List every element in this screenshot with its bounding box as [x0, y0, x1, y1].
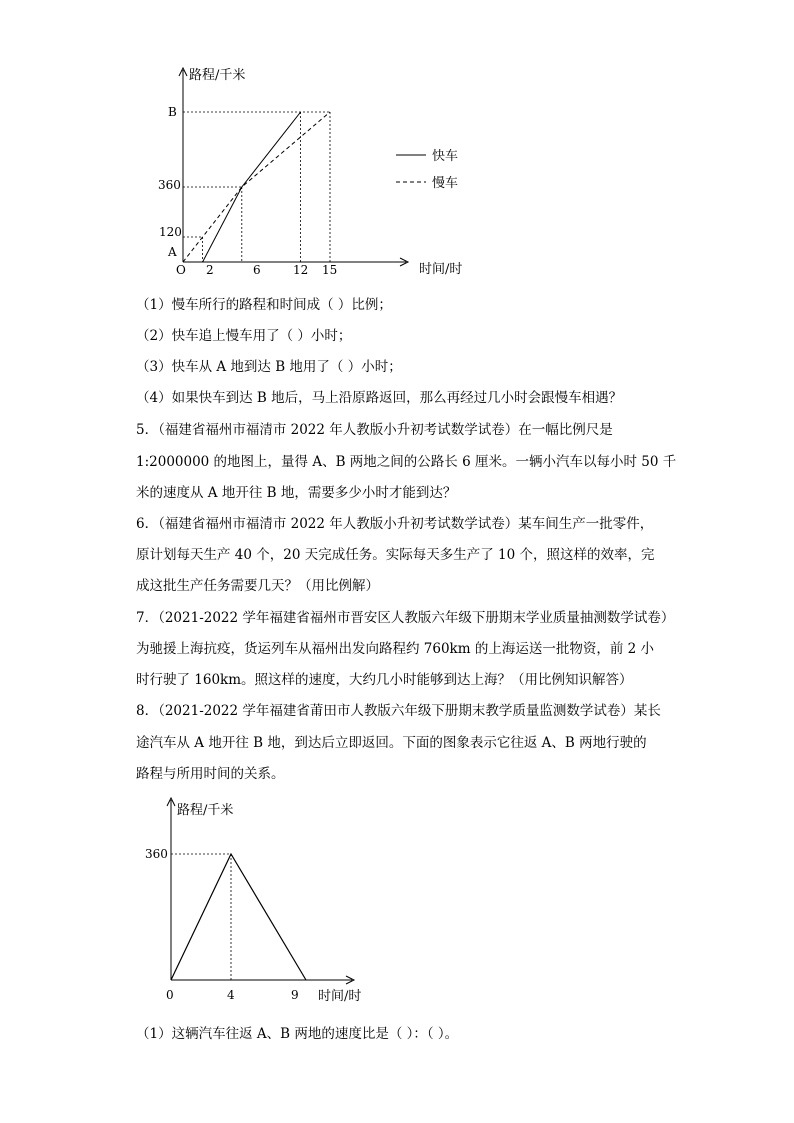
q5-line1: 5．（福建省福州市福清市 2022 年人教版小升初考试数学试卷）在一幅比例尺是: [136, 422, 613, 438]
chart1-xtick-15: 15: [322, 263, 338, 277]
chart2-ylabel: 路程/千米: [177, 803, 234, 818]
chart1-ytick-360: 360: [158, 178, 181, 192]
chart2-xtick-4: 4: [227, 988, 235, 1002]
chart2-origin-label: 0: [166, 988, 174, 1002]
chart1-xtick-6: 6: [253, 263, 261, 277]
q8-line3: 路程与所用时间的关系。: [136, 766, 285, 782]
chart2-axes: [167, 798, 354, 984]
q4-part4: （4）如果快车到达 B 地后，马上沿原路返回，那么再经过几小时会跟慢车相遇？: [136, 390, 623, 406]
chart1-origin-label: O: [176, 263, 186, 277]
chart2-series: [171, 854, 306, 980]
chart1-xtick-12: 12: [293, 263, 309, 277]
q8-line2: 途汽车从 A 地开往 B 地，到达后立即返回。下面的图象表示它往返 A、B 两地行驶的: [136, 735, 647, 751]
q5-line2: 1:2000000 的地图上，量得 A、B 两地之间的公路长 6 厘米。一辆小汽车以每小时 50 千: [136, 454, 677, 470]
q7-line1: 7．（2021-2022 学年福建省福州市晋安区人教版六年级下册期末学业质量抽测数学试卷）: [136, 610, 675, 626]
q6-line2: 原计划每天生产 40 个，20 天完成任务。实际每天多生产了 10 个，照这样的效率，完: [136, 547, 655, 563]
q8-line1: 8．（2021-2022 学年福建省莆田市人教版六年级下册期末教学质量监测数学试卷）某长: [136, 703, 661, 719]
chart1-ytick-A: A: [168, 245, 177, 259]
legend-slow-label: 慢车: [432, 176, 459, 191]
q4-part3: （3）快车从 A 地到达 B 地用了（ ）小时；: [136, 359, 402, 375]
chart2-xtick-9: 9: [291, 988, 299, 1002]
chart1-xlabel: 时间/时: [419, 262, 463, 277]
q7-line3: 时行驶了 160km。照这样的速度，大约几小时能够到达上海？（用比例知识解答）: [136, 672, 633, 688]
legend-fast-label: 快车: [432, 149, 459, 164]
chart1-ytick-120: 120: [159, 225, 182, 239]
chart1-ylabel: 路程/千米: [189, 68, 246, 83]
chart2-ytick-360: 360: [145, 847, 168, 861]
chart1-ytick-B: B: [168, 105, 177, 119]
bus-trip-line: [171, 854, 306, 980]
q6-line3: 成这批生产任务需要几天？（用比例解）: [136, 578, 379, 594]
q4-part1: （1）慢车所行的路程和时间成（ ）比例；: [136, 297, 392, 313]
q5-line3: 米的速度从 A 地开往 B 地，需要多少小时才能到达？: [136, 485, 457, 501]
q7-line2: 为驰援上海抗疫，货运列车从福州出发向路程约 760km 的上海运送一批物资，前 2 小: [136, 641, 655, 657]
q6-line1: 6．（福建省福州市福清市 2022 年人教版小升初考试数学试卷）某车间生产一批零件，: [136, 516, 654, 532]
chart1-xtick-2: 2: [206, 263, 214, 277]
chart2-xlabel: 时间/时: [318, 989, 362, 1004]
q4-part2: （2）快车追上慢车用了（ ）小时；: [136, 328, 352, 344]
q8-part1: （1）这辆汽车往返 A、B 两地的速度比是（ ）：（ ）。: [136, 1026, 459, 1042]
